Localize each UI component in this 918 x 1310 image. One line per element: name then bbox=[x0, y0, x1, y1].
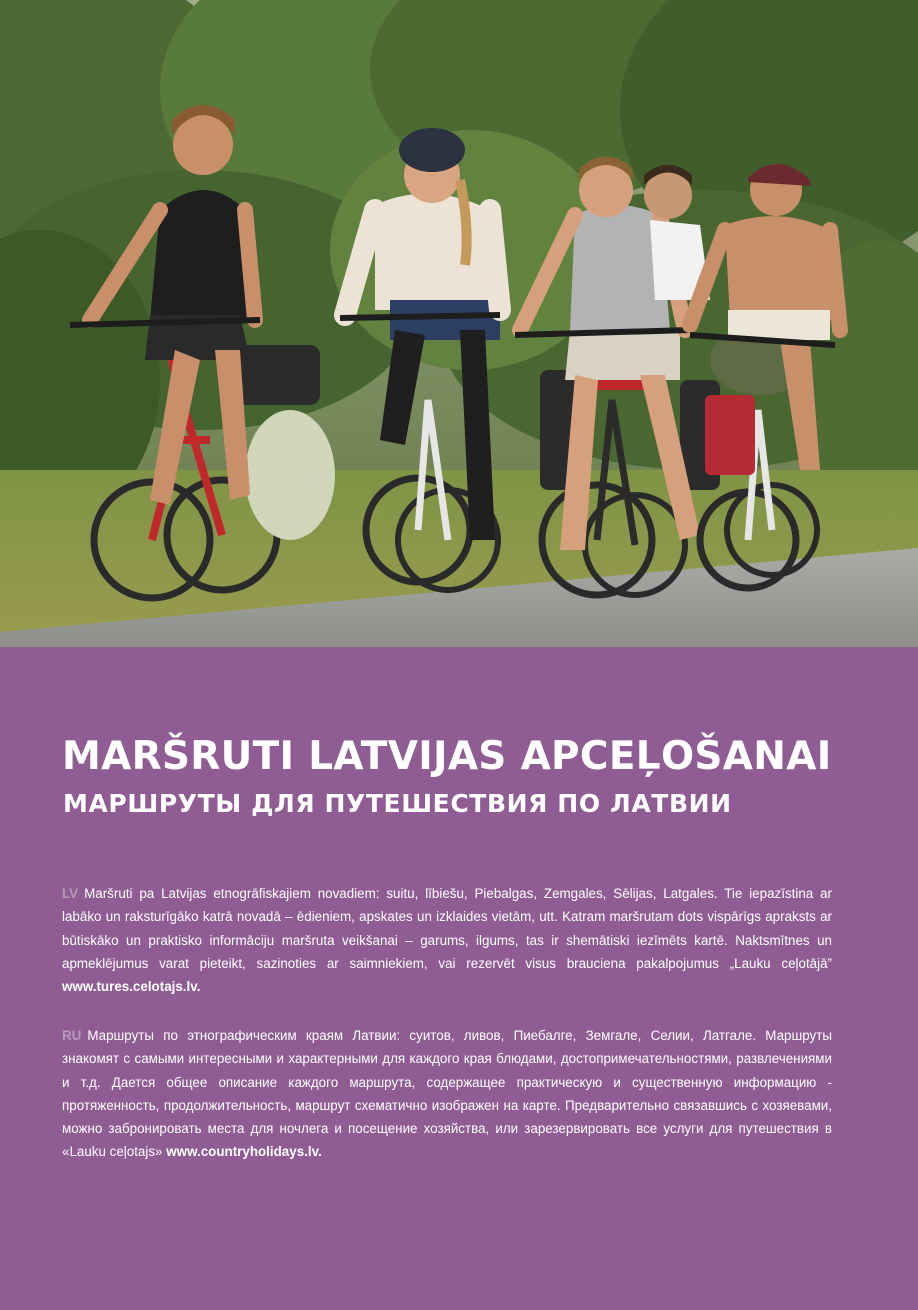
paragraph-lv-text: Maršruti pa Latvijas etnogrāfiskajiem novadiem: suitu, lībiešu, Piebalgas, Zemgales, Sēlijas, Latgales. Tie iepazīstina ar labāko un raksturīgāko katrā novadā – ēdieniem, apskates un izklaides vietām, utt. Katram maršrutam dots vispārīgs apraksts ar būtiskāko un praktisko informāciju maršruta veikšanai – garums, ilgums, tas ir shemātiski iezīmēts kartē. Naktsmītnes un apmeklējumus varat pieteikt, sazinoties ar saimniekiem, vai rezervēt visus brauciena pakalpojumus „Lauku ceļotājā” bbox=[62, 886, 832, 971]
page-subtitle: МАРШРУТЫ ДЛЯ ПУТЕШЕСТВИЯ ПО ЛАТВИИ bbox=[63, 789, 732, 818]
lang-code-ru: RU bbox=[62, 1028, 82, 1043]
paragraph-lv bbox=[62, 882, 832, 998]
paragraph-ru-text: Маршруты по этнографическим краям Латвии: суитов, ливов, Пиебалге, Земгале, Селии, Латгале. Маршруты знакомят с самыми интересными и характерными для каждого края блюдами, достопримечательностями, развлечениями и т.д. Дается общее описание каждого маршрута, содержащее практическую и существенную информацию - протяженность, продолжительность, маршрут схематично изображен на карте. Предварительно связавшись с хозяевами, можно забронировать места для ночлега и посещение хозяйства, или зарезервировать все услуги для путешествия в «Lauku ceļotajs» bbox=[62, 1028, 832, 1160]
link-ru-url[interactable]: www.countryholidays.lv. bbox=[166, 1144, 322, 1160]
text-panel bbox=[0, 647, 918, 1310]
paragraph-ru bbox=[62, 1024, 832, 1164]
photo-cyclists-on-road bbox=[0, 0, 918, 647]
page-title: MARŠRUTI LATVIJAS APCEĻOŠANAI bbox=[62, 734, 832, 779]
cyclists-illustration bbox=[0, 0, 918, 647]
link-lv-url[interactable]: www.tures.celotajs.lv. bbox=[62, 979, 201, 995]
lang-code-lv: LV bbox=[62, 886, 79, 901]
